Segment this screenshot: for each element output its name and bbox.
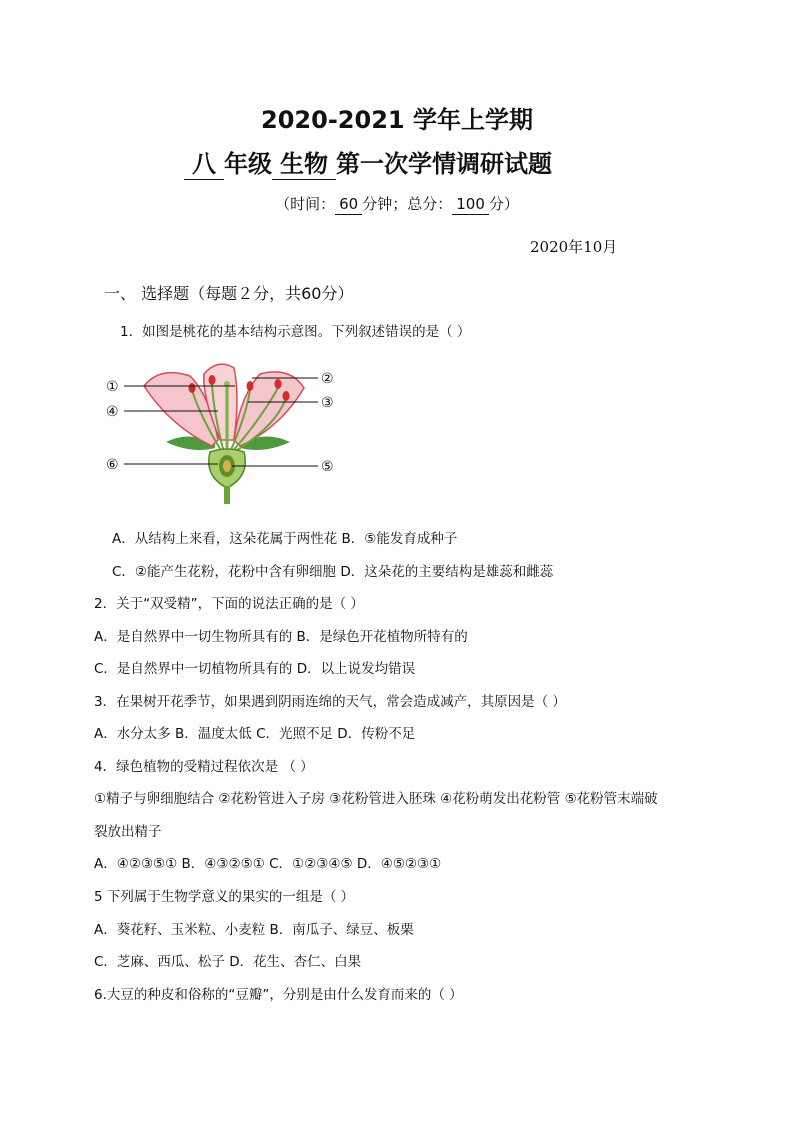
time-mid: 分钟；总分： — [362, 195, 453, 213]
subject-field: 生物 — [272, 149, 336, 180]
time-value: 60 — [335, 194, 362, 215]
label-2: ② — [321, 371, 334, 387]
label-1: ① — [106, 379, 119, 395]
label-4: ④ — [106, 404, 119, 420]
right-petal-icon — [234, 372, 304, 446]
question-5-options-cd: C．芝麻、西瓜、松子 D．花生、杏仁、白果 — [94, 954, 362, 970]
question-1: 1．如图是桃花的基本结构示意图。下列叙述错误的是（ ） — [120, 324, 471, 340]
exam-year-title: 2020-2021 学年上学期 — [261, 106, 533, 134]
grade-suffix: 年级 — [224, 150, 272, 178]
label-5: ⑤ — [321, 459, 334, 475]
question-3-options: A．水分太多 B．温度太低 C．光照不足 D．传粉不足 — [94, 726, 416, 742]
question-2: 2．关于“双受精”，下面的说法正确的是（ ） — [94, 596, 364, 612]
time-prefix: （时间： — [275, 195, 336, 213]
score-suffix: 分） — [488, 195, 519, 213]
question-5: 5 下列属于生物学意义的果实的一组是（ ） — [94, 889, 355, 905]
question-2-options-ab: A．是自然界中一切生物所具有的 B．是绿色开花植物所特有的 — [94, 629, 468, 645]
exam-date: 2020年10月 — [530, 238, 618, 256]
question-6: 6.大豆的种皮和俗称的“豆瓣”，分别是由什么发育而来的（ ） — [94, 987, 463, 1003]
exam-name: 第一次学情调研试题 — [336, 150, 552, 178]
peach-flower-diagram — [100, 356, 350, 506]
question-4-options: A．④②③⑤① B．④③②⑤① C．①②③④⑤ D．④⑤②③① — [94, 856, 442, 872]
section-title: 一、 选择题（每题２分，共60分） — [104, 284, 354, 303]
question-1-options-ab: A．从结构上来看，这朵花属于两性花 B．⑤能发育成种子 — [112, 531, 458, 547]
question-4-steps-line-1: ①精子与卵细胞结合 ②花粉管进入子房 ③花粉管进入胚珠 ④花粉萌发出花粉管 ⑤花粉管末端破 — [94, 791, 658, 807]
question-3: 3．在果树开花季节，如果遇到阴雨连绵的天气，常会造成减产，其原因是（ ） — [94, 694, 566, 710]
question-4: 4．绿色植物的受精过程依次是 （ ） — [94, 759, 314, 775]
stalk-icon — [224, 486, 230, 504]
score-value: 100 — [452, 194, 489, 215]
exam-title — [184, 144, 552, 180]
question-5-options-ab: A．葵花籽、玉米粒、小麦粒 B．南瓜子、绿豆、板栗 — [94, 922, 414, 938]
question-1-options-cd: C．②能产生花粉，花粉中含有卵细胞 D．这朵花的主要结构是雄蕊和雌蕊 — [112, 564, 554, 580]
label-6: ⑥ — [106, 457, 119, 473]
question-2-options-cd: C．是自然界中一切植物所具有的 D．以上说发均错误 — [94, 661, 416, 677]
exam-time-info — [0, 193, 794, 215]
label-3: ③ — [321, 395, 334, 411]
grade-field: 八 — [184, 149, 224, 180]
question-4-steps-line-2: 裂放出精子 — [94, 824, 162, 840]
